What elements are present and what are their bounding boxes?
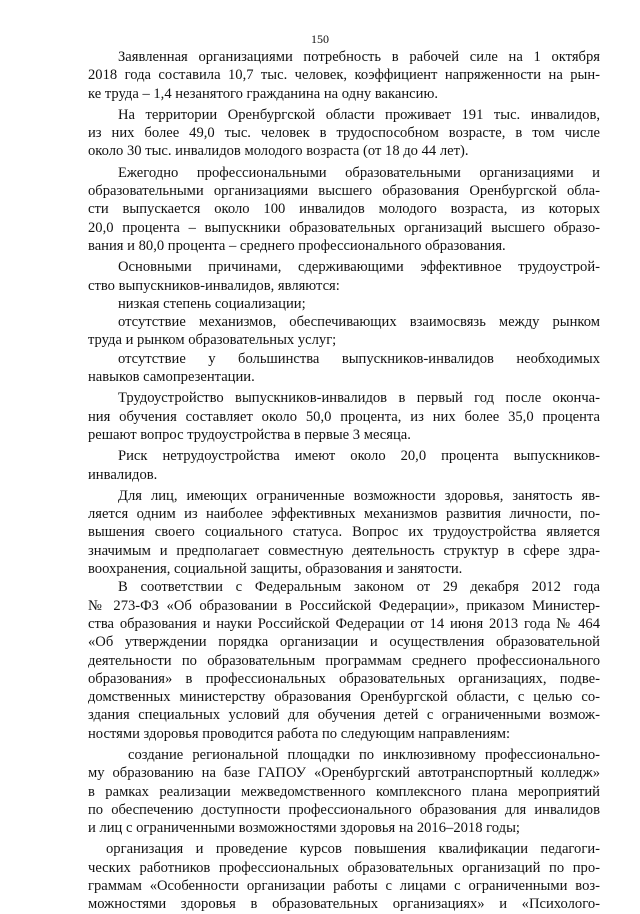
text-line: Основными причинами, сдерживающими эффективное трудоустрой-	[118, 259, 600, 276]
text-line: На территории Оренбургской области проживает 191 тыс. инвалидов,	[118, 106, 600, 123]
text-line: решают вопрос трудоустройства в первые 3 месяца.	[88, 426, 411, 443]
text-line: сти выпускается около 100 инвалидов молодого возраста, из которых	[88, 201, 600, 218]
text-line: ческих работников профессиональных образовательных организаций по про-	[88, 859, 600, 876]
page-number: 150	[311, 32, 329, 46]
text-line: ке труда – 1,4 незанятого гражданина на одну вакансию.	[88, 85, 439, 102]
text-line: ния обучения составляет около 50,0 процента, из них более 35,0 процента	[88, 408, 600, 425]
text-line: № 273-ФЗ «Об образовании в Российской Федерации», приказом Министер-	[88, 597, 600, 614]
text-line: «Об утверждении порядка организации и осуществления образовательной	[88, 634, 600, 651]
text-line: организация и проведение курсов повышения квалификации педагоги-	[106, 841, 600, 858]
text-line: значимым и предполагает совместную деятельность структур в сфере здра-	[88, 542, 600, 559]
text-line: образовательными организациями высшего образования Оренбургской обла-	[88, 183, 600, 200]
text-line: ностями здоровья проводится работа по следующим направлениям:	[88, 725, 511, 742]
text-line: Ежегодно профессиональными образовательными организациями и	[118, 164, 600, 181]
text-line: образования» в профессиональных образовательных организациях, подве-	[88, 670, 600, 687]
text-line: инвалидов.	[88, 466, 158, 483]
text-line: вания и 80,0 процента – среднего профессионального образования.	[88, 237, 506, 254]
text-line: домственных министерству образования Оренбургской области, с целью со-	[88, 689, 600, 706]
text-line: отсутствие механизмов, обеспечивающих взаимосвязь между рынком	[118, 314, 600, 331]
text-line: воохранения, социальной защиты, образования и занятости.	[88, 561, 463, 578]
text-line: низкая степень социализации;	[118, 295, 306, 312]
text-line: можностями здоровья в образовательных организациях» и «Психолого-	[88, 896, 600, 913]
text-line: Для лиц, имеющих ограниченные возможности здоровья, занятость яв-	[118, 487, 600, 504]
text-line: создание региональной площадки по инклюзивному профессионально-	[128, 746, 600, 763]
text-line: В соответствии с Федеральным законом от 29 декабря 2012 года	[118, 579, 600, 596]
document-body	[88, 48, 600, 914]
text-line: Риск нетрудоустройства имеют около 20,0 процента выпускников-	[118, 448, 600, 465]
text-line: из них более 49,0 тыс. человек в трудоспособном возрасте, в том числе	[88, 125, 600, 142]
text-line: и лиц с ограниченными возможностями здоровья на 2016–2018 годы;	[88, 820, 520, 837]
text-line: здания специальных условий для обучения детей с ограниченными возмож-	[88, 707, 600, 724]
text-line: ства образования и науки Российской Федерации от 14 июня 2013 года № 464	[88, 615, 600, 632]
text-line: навыков самопрезентации.	[88, 369, 255, 386]
text-line: граммам «Особенности организации работы с лицами с ограниченными воз-	[88, 878, 600, 895]
text-line: по обеспечению доступности профессионального образования для инвалидов	[88, 801, 600, 818]
text-line: му образованию на базе ГАПОУ «Оренбургский автотранспортный колледж»	[88, 765, 600, 782]
text-line: деятельности по образовательным программам среднего профессионального	[88, 652, 600, 669]
text-line: ляется одним из наиболее эффективных механизмов развития личности, по-	[88, 506, 600, 523]
text-line: в рамках реализации межведомственного комплексного плана мероприятий	[88, 783, 600, 800]
text-line: 2018 года составила 10,7 тыс. человек, коэффициент напряженности на рын-	[88, 67, 600, 84]
text-line: отсутствие у большинства выпускников-инвалидов необходимых	[118, 350, 600, 367]
text-line: Заявленная организациями потребность в рабочей силе на 1 октября	[118, 49, 600, 65]
text-line: около 30 тыс. инвалидов молодого возраста (от 18 до 44 лет).	[88, 143, 469, 160]
text-line: Трудоустройство выпускников-инвалидов в первый год после оконча-	[118, 390, 600, 407]
text-line: 20,0 процента – выпускники образовательных организаций высшего образо-	[88, 219, 600, 236]
text-line: труда и рынком образовательных услуг;	[88, 332, 337, 349]
text-line: ство выпускников-инвалидов, являются:	[88, 277, 340, 294]
text-line: вышения своего социального статуса. Вопрос их трудоустройства является	[88, 524, 600, 541]
